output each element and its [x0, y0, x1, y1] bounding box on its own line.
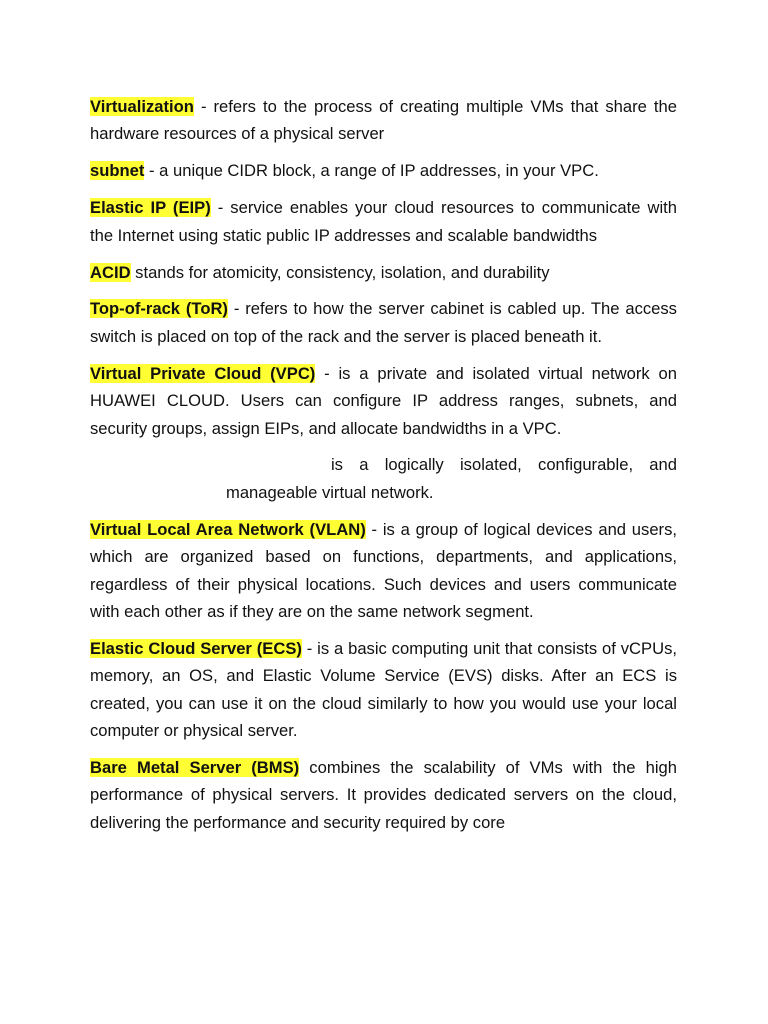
fragment-line-2: manageable virtual network. — [226, 482, 434, 502]
definition-eip: - service enables your cloud resources to communicate with the Internet using static public IP addresses and scalable bandwidths — [90, 198, 677, 245]
entry-ecs — [90, 635, 677, 745]
term-acid: ACID — [90, 262, 131, 282]
entry-eip — [90, 194, 677, 249]
definition-bms: combines the scalability of VMs with the high performance of physical servers. It provides dedicated servers on the cloud, delivering the performance and security required by core — [90, 758, 677, 832]
term-vlan: Virtual Local Area Network (VLAN) — [90, 519, 366, 539]
entry-subnet — [90, 157, 677, 184]
definition-virtualization: - refers to the process of creating multiple VMs that share the hardware resources of a physical server — [90, 97, 677, 144]
definition-vpc: - is a private and isolated virtual network on HUAWEI CLOUD. Users can configure IP address ranges, subnets, and security groups, assign EIPs, and allocate bandwidths in a VPC. — [90, 363, 677, 438]
definition-acid: stands for atomicity, consistency, isolation, and durability — [130, 262, 550, 282]
entry-vpc — [90, 360, 677, 442]
definition-tor: - refers to how the server cabinet is cabled up. The access switch is placed on top of the rack and the server is placed beneath it. — [90, 299, 677, 346]
indented-fragment — [90, 451, 677, 506]
term-subnet: subnet — [90, 161, 145, 181]
entry-virtualization — [90, 93, 677, 148]
definition-vlan: - is a group of logical devices and users, which are organized based on functions, departments, and applications, regardless of their physical locations. Such devices and users communicate with each other as if they are on the same network segment. — [90, 519, 677, 621]
term-virtualization: Virtualization — [90, 97, 194, 116]
term-ecs: Elastic Cloud Server (ECS) — [90, 638, 302, 658]
term-tor: Top-of-rack (ToR) — [90, 299, 228, 319]
entry-tor — [90, 295, 677, 350]
definition-ecs: - is a basic computing unit that consists of vCPUs, memory, an OS, and Elastic Volume Service (EVS) disks. After an ECS is created, you can use it on the cloud similarly to how you would use your local computer or physical server. — [90, 638, 677, 741]
glossary-text — [90, 93, 677, 846]
fragment-line-1: is a logically isolated, configurable, and — [331, 455, 677, 475]
entry-acid — [90, 259, 677, 286]
term-eip: Elastic IP (EIP) — [90, 198, 211, 218]
entry-vlan — [90, 516, 677, 626]
definition-subnet: - a unique CIDR block, a range of IP addresses, in your VPC. — [144, 161, 599, 181]
term-bms: Bare Metal Server (BMS) — [90, 758, 300, 778]
term-vpc: Virtual Private Cloud (VPC) — [90, 363, 316, 383]
entry-bms — [90, 754, 677, 836]
